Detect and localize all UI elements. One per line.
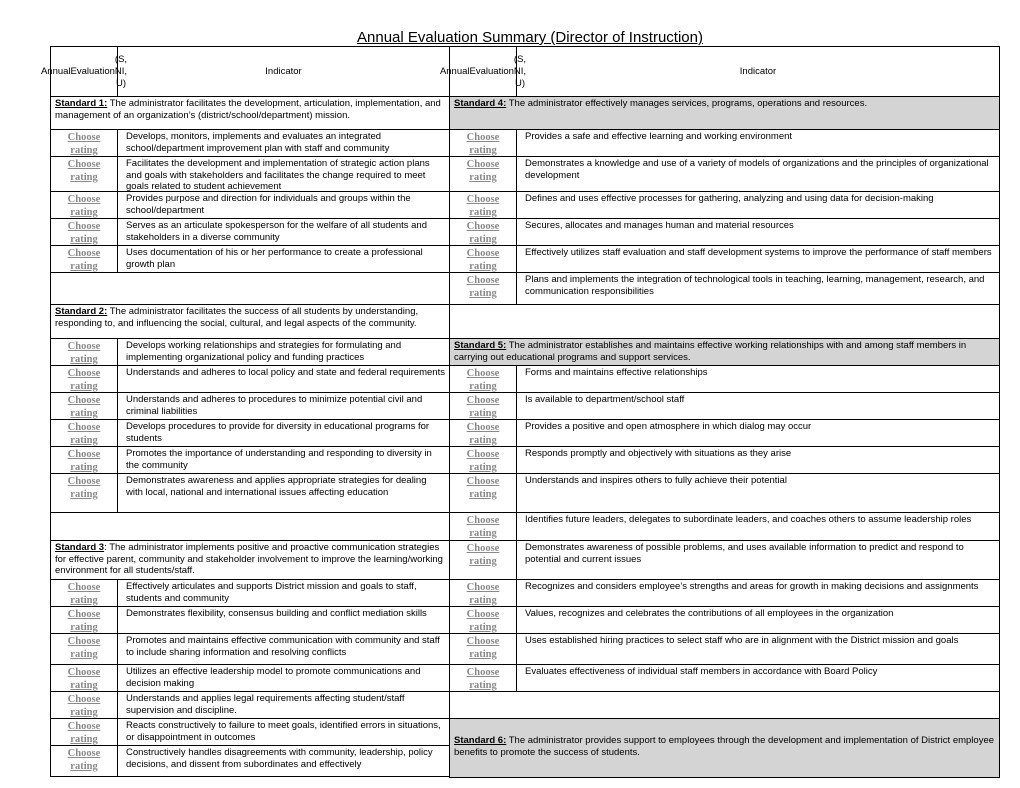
- indicator-text: Promotes the importance of understanding and responding to diversity in the community: [126, 448, 432, 471]
- annual-evaluation-header: [439, 47, 527, 96]
- rating-label: Choose: [67, 248, 101, 259]
- indicator-row: [50, 365, 450, 393]
- standard-description: The administrator effectively manages services, programs, operations and resources.: [506, 98, 868, 109]
- indicator-text: Plans and implements the integration of technological tools in teaching, learning, management, research, and communication responsibilities: [525, 274, 985, 297]
- choose-rating-dropdown[interactable]: [450, 366, 517, 392]
- rating-label: Choose: [67, 748, 101, 759]
- indicator-row: [449, 419, 1000, 447]
- indicator-row: [50, 606, 450, 634]
- standard-row: [50, 540, 450, 580]
- rating-label: Choose: [466, 476, 500, 487]
- rating-label: rating: [469, 288, 497, 299]
- rating-label: Choose: [67, 159, 101, 170]
- standard-text: [51, 541, 449, 578]
- rating-label: rating: [469, 234, 497, 245]
- indicator-row: [449, 245, 1000, 273]
- standard-row: [449, 96, 1000, 130]
- standard-label: Standard 2:: [55, 306, 108, 317]
- indicator-row: [50, 419, 450, 447]
- indicator-text: Effectively utilizes staff evaluation and staff development systems to improve the performance of staff members: [525, 247, 992, 258]
- indicator-text: Is available to department/school staff: [525, 394, 685, 405]
- indicator-text: Facilitates the development and implementation of strategic action plans and goals with stakeholders and facilitates the change required to meet goals related to student achievement: [126, 158, 430, 192]
- rating-label: rating: [469, 489, 497, 500]
- indicator-text: Constructively handles disagreements with community, leadership, policy decisions, and dissent from subordinates and effectively: [126, 747, 433, 770]
- rating-label: rating: [70, 734, 98, 745]
- blank-row: [449, 691, 1000, 719]
- header-row: [439, 46, 1000, 97]
- indicator-text: Evaluates effectiveness of individual staff members in accordance with Board Policy: [525, 666, 878, 677]
- header-line: n: [508, 65, 514, 77]
- indicator-row: [50, 446, 450, 474]
- rating-label: rating: [469, 145, 497, 156]
- indicator-text: Promotes and maintains effective communication with community and staff to include sharing information and resolving conflicts: [126, 635, 440, 658]
- indicator-text: Forms and maintains effective relationships: [525, 367, 708, 378]
- indicator-row: [449, 129, 1000, 157]
- rating-label: Choose: [67, 422, 101, 433]
- standard-description: The administrator provides support to employees through the development and implementation of District employee benefits to promote the success of students.: [454, 735, 995, 758]
- choose-rating-dropdown[interactable]: [51, 719, 118, 745]
- rating-label: Choose: [67, 368, 101, 379]
- choose-rating-dropdown[interactable]: [450, 420, 517, 446]
- indicator-row: [50, 633, 450, 665]
- choose-rating-dropdown[interactable]: [51, 192, 118, 218]
- indicator-row: [449, 633, 1000, 665]
- indicator-row: [50, 664, 450, 692]
- rating-label: rating: [70, 234, 98, 245]
- choose-rating-dropdown[interactable]: [51, 339, 118, 365]
- rating-label: Choose: [466, 368, 500, 379]
- rating-label: rating: [469, 556, 497, 567]
- indicator-row: [449, 473, 1000, 513]
- rating-label: Choose: [67, 636, 101, 647]
- indicator-header: Indicator: [265, 66, 302, 77]
- indicator-text: Develops, monitors, implements and evaluates an integrated school/department improvement plan with staff and community: [126, 131, 390, 154]
- rating-label: rating: [70, 435, 98, 446]
- rating-label: rating: [70, 761, 98, 772]
- standard-description: : The administrator implements positive and proactive communication strategies for effective parent, community and stakeholder involvement to improve the learning/working environment for all students/staff.: [55, 542, 443, 576]
- rating-label: Choose: [466, 221, 500, 232]
- indicator-row: [50, 129, 450, 157]
- rating-label: Choose: [67, 341, 101, 352]
- choose-rating-dropdown[interactable]: [51, 665, 118, 691]
- standard-row: [50, 304, 450, 339]
- rating-label: rating: [70, 649, 98, 660]
- indicator-row: [50, 392, 450, 420]
- standard-description: The administrator facilitates the success of all students by understanding, responding to, and influencing the social, cultural, and legal aspects of the community.: [55, 306, 419, 329]
- indicator-text: Secures, allocates and manages human and material resources: [525, 220, 794, 231]
- choose-rating-dropdown[interactable]: [450, 541, 517, 579]
- indicator-text: Uses established hiring practices to select staff who are in alignment with the District mission and goals: [525, 635, 959, 646]
- indicator-text: Develops working relationships and strategies for formulating and implementing organizational policy and funding practices: [126, 340, 402, 363]
- rating-label: rating: [70, 622, 98, 633]
- rating-label: rating: [70, 207, 98, 218]
- standard-row: [50, 96, 450, 130]
- indicator-text: Values, recognizes and celebrates the contributions of all employees in the organization: [525, 608, 894, 619]
- rating-label: Choose: [466, 275, 500, 286]
- indicator-text: Uses documentation of his or her performance to create a professional growth plan: [126, 247, 423, 270]
- choose-rating-dropdown[interactable]: [450, 273, 517, 304]
- rating-label: rating: [469, 595, 497, 606]
- choose-rating-dropdown[interactable]: [51, 130, 118, 156]
- rating-label: Choose: [67, 609, 101, 620]
- indicator-text: Demonstrates awareness and applies appropriate strategies for dealing with local, national and international issues affecting education: [126, 475, 427, 498]
- indicator-row: [50, 691, 450, 719]
- indicator-text: Serves as an articulate spokesperson for the welfare of all students and stakeholders in a diverse community: [126, 220, 428, 243]
- indicator-row: [50, 718, 450, 746]
- indicator-text: Responds promptly and objectively with situations as they arise: [525, 448, 792, 459]
- choose-rating-dropdown[interactable]: [450, 219, 517, 245]
- indicator-row: [50, 338, 450, 366]
- standard-text: [51, 97, 449, 122]
- indicator-text: Identifies future leaders, delegates to subordinate leaders, and coaches others to assume leadership roles: [525, 514, 972, 525]
- rating-label: Choose: [466, 194, 500, 205]
- header-line: (S, NI, U): [513, 53, 527, 89]
- standard-label: Standard 3: [55, 542, 105, 553]
- indicator-header: Indicator: [739, 66, 777, 77]
- indicator-row: [449, 664, 1000, 692]
- rating-label: rating: [70, 381, 98, 392]
- rating-label: Choose: [67, 449, 101, 460]
- rating-label: rating: [469, 261, 497, 272]
- header-row: [40, 46, 450, 97]
- indicator-text: Understands and adheres to procedures to minimize potential civil and criminal liabilities: [126, 394, 423, 417]
- rating-label: Choose: [67, 395, 101, 406]
- rating-label: Choose: [67, 221, 101, 232]
- indicator-row: [449, 365, 1000, 393]
- choose-rating-dropdown[interactable]: [450, 393, 517, 419]
- indicator-row: [50, 218, 450, 246]
- standard-label: Standard 6:: [454, 735, 507, 746]
- indicator-row: [50, 579, 450, 607]
- indicator-row: [449, 218, 1000, 246]
- choose-rating-dropdown[interactable]: [51, 157, 118, 191]
- indicator-text: Provides a safe and effective learning and working environment: [525, 131, 793, 142]
- choose-rating-dropdown[interactable]: [51, 607, 118, 633]
- rating-label: rating: [70, 145, 98, 156]
- indicator-text: Recognizes and considers employee’s strengths and areas for growth in making decisions and assignments: [525, 581, 979, 592]
- indicator-row: [50, 745, 450, 777]
- standard-label: Standard 4:: [454, 98, 507, 109]
- standard-text: [450, 97, 999, 111]
- choose-rating-dropdown[interactable]: [450, 607, 517, 633]
- header-line: Evaluation: [70, 65, 115, 77]
- standard-text: [51, 305, 449, 330]
- rating-label: rating: [70, 261, 98, 272]
- choose-rating-dropdown[interactable]: [450, 447, 517, 473]
- rating-label: rating: [70, 595, 98, 606]
- indicator-row: [50, 473, 450, 513]
- indicator-text: Demonstrates a knowledge and use of a variety of models of organizations and the principles of organizational development: [525, 158, 989, 181]
- indicator-text: Demonstrates flexibility, consensus building and conflict mediation skills: [126, 608, 427, 619]
- standard-description: The administrator facilitates the development, articulation, implementation, and management of an organization’s (district/school/department) mission.: [55, 98, 441, 121]
- indicator-row: [449, 191, 1000, 219]
- indicator-row: [449, 272, 1000, 305]
- choose-rating-dropdown[interactable]: [51, 393, 118, 419]
- indicator-row: [50, 245, 450, 273]
- choose-rating-dropdown[interactable]: [450, 580, 517, 606]
- page-title: Annual Evaluation Summary (Director of Instruction): [357, 29, 703, 46]
- indicator-row: [449, 579, 1000, 607]
- rating-label: Choose: [466, 132, 500, 143]
- header-line: Annual: [439, 65, 470, 77]
- rating-label: rating: [469, 649, 497, 660]
- indicator-row: [50, 156, 450, 192]
- rating-label: Choose: [466, 543, 500, 554]
- blank-row: [449, 304, 1000, 339]
- indicator-text: Demonstrates awareness of possible problems, and uses available information to predict and respond to potential and current issues: [525, 542, 964, 565]
- indicator-row: [449, 446, 1000, 474]
- choose-rating-dropdown[interactable]: [450, 130, 517, 156]
- choose-rating-dropdown[interactable]: [51, 447, 118, 473]
- rating-label: rating: [469, 207, 497, 218]
- blank-row: [50, 512, 450, 541]
- indicator-text: Develops procedures to provide for diversity in educational programs for students: [126, 421, 430, 444]
- rating-label: Choose: [67, 582, 101, 593]
- choose-rating-dropdown[interactable]: [450, 513, 517, 540]
- rating-label: Choose: [67, 194, 101, 205]
- rating-label: rating: [70, 462, 98, 473]
- rating-label: rating: [469, 435, 497, 446]
- rating-label: Choose: [67, 721, 101, 732]
- indicator-row: [449, 606, 1000, 634]
- rating-label: Choose: [67, 476, 101, 487]
- rating-label: Choose: [67, 132, 101, 143]
- rating-label: Choose: [466, 582, 500, 593]
- rating-label: rating: [469, 622, 497, 633]
- rating-label: Choose: [466, 636, 500, 647]
- choose-rating-dropdown[interactable]: [450, 474, 517, 512]
- rating-label: rating: [469, 381, 497, 392]
- choose-rating-dropdown[interactable]: [51, 420, 118, 446]
- standard-description: The administrator establishes and maintains effective working relationships with and among staff members in carrying out educational programs and support services.: [454, 340, 967, 363]
- indicator-row: [50, 191, 450, 219]
- rating-label: Choose: [466, 449, 500, 460]
- indicator-text: Understands and inspires others to fully achieve their potential: [525, 475, 787, 486]
- indicator-text: Understands and applies legal requirements affecting student/staff supervision and discipline.: [126, 693, 405, 716]
- rating-label: Choose: [466, 395, 500, 406]
- choose-rating-dropdown[interactable]: [450, 157, 517, 191]
- choose-rating-dropdown[interactable]: [51, 219, 118, 245]
- indicator-row: [449, 540, 1000, 580]
- rating-label: rating: [70, 680, 98, 691]
- choose-rating-dropdown[interactable]: [450, 192, 517, 218]
- rating-label: rating: [70, 354, 98, 365]
- standard-row: [449, 338, 1000, 366]
- standard-text: [450, 339, 999, 364]
- rating-label: rating: [469, 528, 497, 539]
- indicator-text: Provides a positive and open atmosphere in which dialog may occur: [525, 421, 812, 432]
- rating-label: Choose: [466, 159, 500, 170]
- rating-label: rating: [469, 680, 497, 691]
- header-line: Evaluatio: [469, 65, 509, 77]
- rating-label: rating: [70, 172, 98, 183]
- rating-label: Choose: [466, 609, 500, 620]
- indicator-text: Provides purpose and direction for individuals and groups within the school/department: [126, 193, 411, 216]
- choose-rating-dropdown[interactable]: [51, 246, 118, 272]
- rating-label: Choose: [67, 694, 101, 705]
- choose-rating-dropdown[interactable]: [51, 634, 118, 664]
- indicator-row: [449, 392, 1000, 420]
- standard-row: [449, 718, 1000, 778]
- indicator-text: Utilizes an effective leadership model to promote communications and decision making: [126, 666, 421, 689]
- indicator-text: Defines and uses effective processes for gathering, analyzing and using data for decision-making: [525, 193, 934, 204]
- rating-label: Choose: [67, 667, 101, 678]
- choose-rating-dropdown[interactable]: [450, 634, 517, 664]
- choose-rating-dropdown[interactable]: [450, 246, 517, 272]
- rating-label: rating: [70, 408, 98, 419]
- standard-text: [450, 719, 999, 759]
- rating-label: Choose: [466, 248, 500, 259]
- indicator-row: [449, 156, 1000, 192]
- choose-rating-dropdown[interactable]: [51, 746, 118, 776]
- header-line: (S, NI, U): [114, 53, 128, 89]
- rating-label: rating: [469, 172, 497, 183]
- indicator-text: Effectively articulates and supports District mission and goals to staff, students and community: [126, 581, 417, 604]
- choose-rating-dropdown[interactable]: [51, 580, 118, 606]
- annual-evaluation-header: [40, 47, 128, 96]
- header-line: Annual: [40, 65, 71, 77]
- choose-rating-dropdown[interactable]: [51, 474, 118, 512]
- indicator-text: Reacts constructively to failure to meet goals, identified errors in situations, or disappointment in outcomes: [126, 720, 441, 743]
- rating-label: Choose: [466, 667, 500, 678]
- indicator-text: Understands and adheres to local policy and state and federal requirements: [126, 367, 445, 378]
- standard-label: Standard 1:: [55, 98, 108, 109]
- indicator-row: [449, 512, 1000, 541]
- standard-label: Standard 5:: [454, 340, 507, 351]
- rating-label: Choose: [466, 515, 500, 526]
- rating-label: rating: [70, 707, 98, 718]
- choose-rating-dropdown[interactable]: [51, 692, 118, 718]
- rating-label: rating: [469, 462, 497, 473]
- rating-label: rating: [469, 408, 497, 419]
- choose-rating-dropdown[interactable]: [450, 665, 517, 691]
- rating-label: Choose: [466, 422, 500, 433]
- rating-label: rating: [70, 489, 98, 500]
- choose-rating-dropdown[interactable]: [51, 366, 118, 392]
- blank-row: [50, 272, 450, 305]
